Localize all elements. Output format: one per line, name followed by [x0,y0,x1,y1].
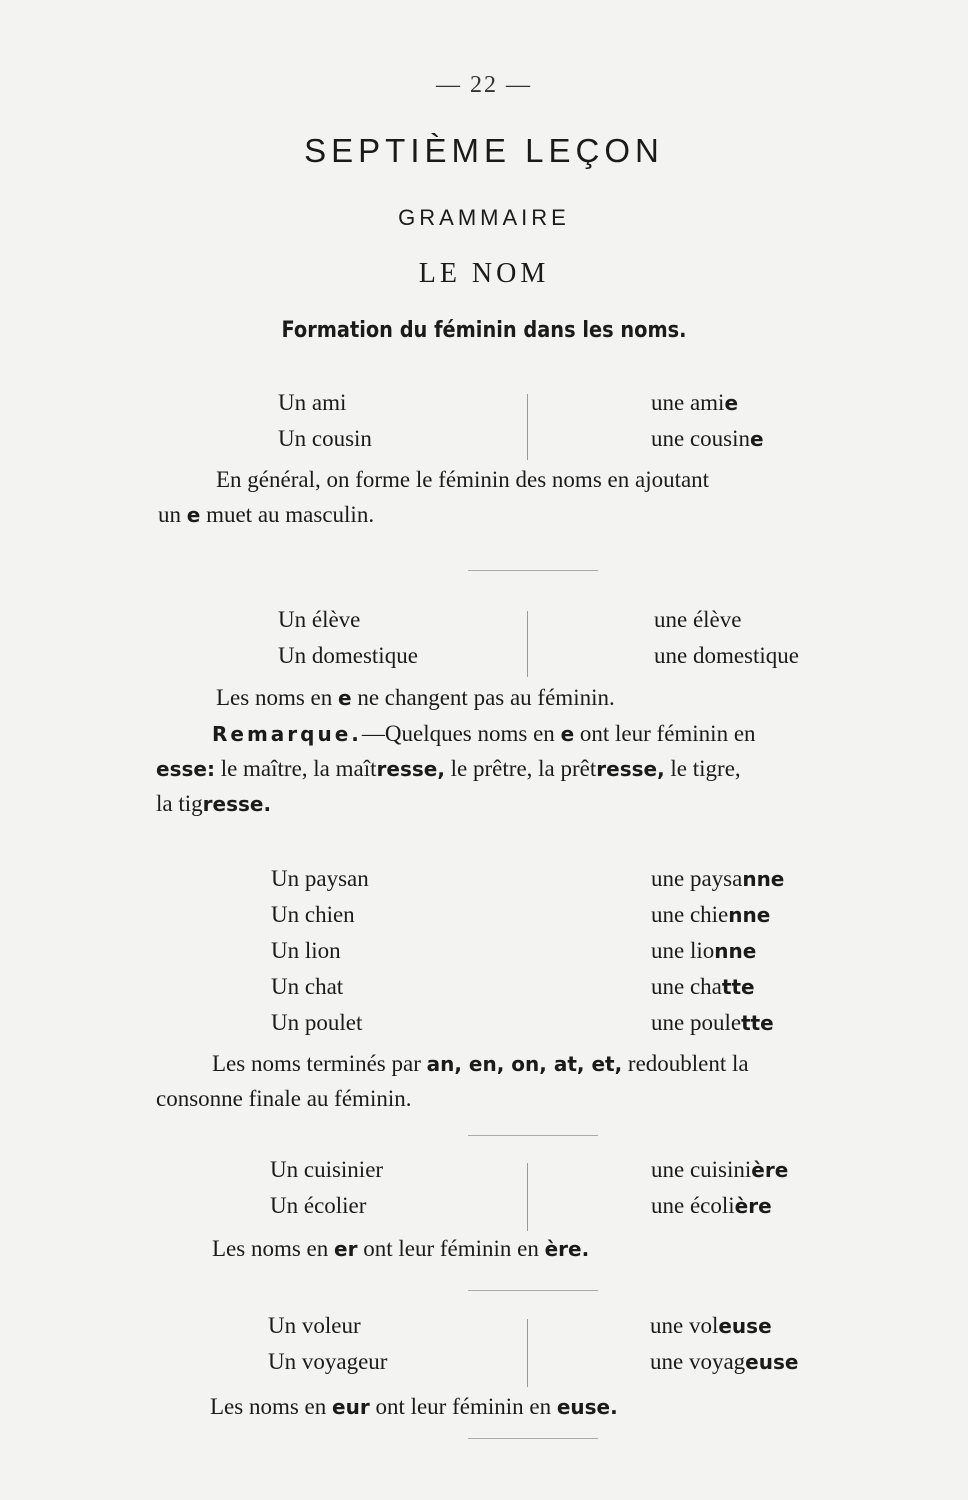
lesson-title: SEPTIÈME LEÇON [304,132,664,169]
rule-text: Les noms en e ne changent pas au féminin. [216,685,615,710]
example-pair [0,1349,968,1385]
example-pair [0,390,968,426]
rule-text: un e muet au masculin. [158,502,375,527]
masculine-word: Un ami [278,390,347,415]
remark-line: esse: le maître, la maîtresse, le prêtre, la prêtresse, le tigre, [156,756,741,781]
example-group-2 [0,607,968,679]
masculine-word: Un écolier [270,1193,367,1218]
feminine-word: une cousine [651,426,764,451]
rule-text: Les noms en er ont leur féminin en ère. [212,1236,590,1261]
section-title: GRAMMAIRE [398,205,570,230]
example-group-1 [0,390,968,462]
example-pair [0,426,968,462]
example-pair [0,1313,968,1349]
feminine-word: une voyageuse [650,1349,799,1374]
rule-text: Les noms terminés par an, en, on, at, et, redoublent la [212,1051,749,1076]
feminine-word: une cuisinière [651,1157,789,1182]
masculine-word: Un poulet [271,1010,363,1035]
masculine-word: Un cuisinier [270,1157,384,1182]
example-pair [0,902,968,938]
chapter-title: LE NOM [418,258,550,289]
subtitle: Formation du féminin dans les noms. [281,318,687,343]
masculine-word: Un chat [271,974,344,999]
feminine-word: une voleuse [650,1313,772,1338]
feminine-word: une poulette [651,1010,774,1035]
feminine-word: une domestique [654,643,799,668]
example-pair [0,1193,968,1229]
example-pair [0,1157,968,1193]
masculine-word: Un domestique [278,643,418,668]
masculine-word: Un voyageur [268,1349,388,1374]
separator-line [468,1438,598,1439]
example-pair [0,607,968,643]
rule-text: consonne finale au féminin. [156,1086,412,1111]
example-group-3 [0,866,968,1046]
separator-line [468,1135,598,1136]
example-pair [0,974,968,1010]
example-pair [0,643,968,679]
separator-line [468,570,598,571]
example-group-4 [0,1157,968,1229]
feminine-word: une chatte [651,974,755,999]
feminine-ending: e [750,427,764,451]
masculine-word: Un paysan [271,866,369,891]
masculine-word: Un élève [278,607,361,632]
masculine-word: Un cousin [278,426,372,451]
example-pair [0,866,968,902]
remark-line: Remarque.—Quelques noms en e ont leur féminin en [212,721,756,746]
rule-text: Les noms en eur ont leur féminin en euse. [210,1394,618,1419]
feminine-word: une chienne [651,902,771,927]
feminine-word: une écolière [651,1193,772,1218]
masculine-word: Un voleur [268,1313,361,1338]
feminine-word: une lionne [651,938,757,963]
feminine-word: une paysanne [651,866,785,891]
masculine-word: Un chien [271,902,355,927]
remark-line: la tigresse. [156,791,272,816]
feminine-ending: e [724,391,739,415]
page-number: — 22 — [436,72,532,98]
rule-text: En général, on forme le féminin des noms en ajoutant [216,467,710,492]
separator-line [468,1290,598,1291]
example-pair [0,938,968,974]
remark-label: Remarque. [212,722,362,746]
feminine-word: une amie [651,390,739,415]
feminine-word: une élève [654,607,742,632]
example-group-5 [0,1313,968,1385]
example-pair [0,1010,968,1046]
masculine-word: Un lion [271,938,341,963]
